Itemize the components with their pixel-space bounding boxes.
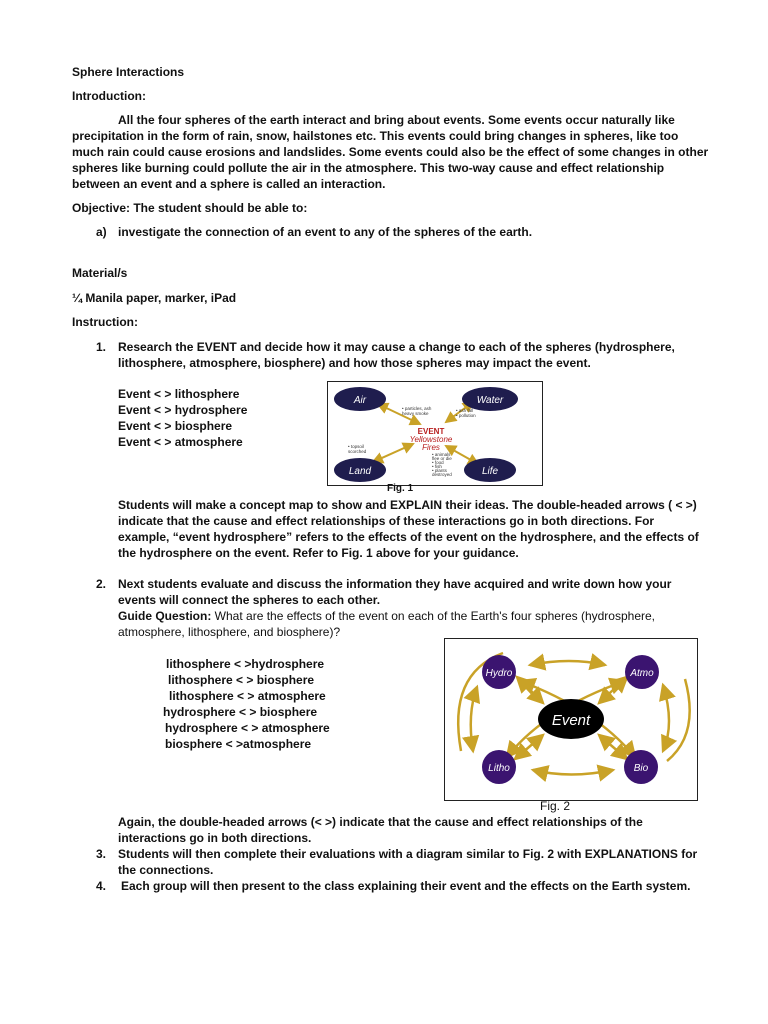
arrow-litho-hydro (471, 687, 477, 751)
arrow-hydro-atmo (530, 661, 605, 665)
explanation-line: indicate that the cause and effect relationships of these interactions go in both directions. For (118, 514, 655, 528)
explanation-line: the hydrosphere on the event. Refer to Fig. 1 above for your guidance. (118, 546, 519, 560)
fig-2-diagram (444, 638, 698, 801)
arrow-litho-event (515, 735, 543, 759)
step-3-text (118, 846, 697, 878)
objective-heading: Objective: The student should be able to: (72, 201, 308, 215)
step-3-number: 3. (96, 847, 107, 861)
arrow-litho-bio (533, 770, 613, 775)
note-life: • food (432, 460, 444, 465)
step-1-explanation (118, 497, 699, 561)
arrow-land-event (373, 444, 413, 462)
step-1-pairs (118, 386, 247, 450)
fig-2-svg (445, 639, 697, 800)
note-land: scorched (348, 449, 367, 454)
fig-1-svg (328, 382, 542, 485)
pair-item: biosphere < >atmosphere (165, 737, 312, 751)
step-2-number: 2. (96, 577, 107, 591)
objective-marker: a) (96, 225, 107, 239)
node-hydro-label: Hydro (485, 668, 513, 679)
explanation-line: example, “event hydrosphere” refers to the effects of the event on the hydrosphere, and the effects of (118, 530, 699, 544)
step-1-line: lithosphere, atmosphere, biosphere) and how those spheres may impact the event. (118, 356, 591, 370)
step-2-explanation (118, 814, 643, 846)
intro-line: precipitation in the form of rain, snow, hailstones etc. This events could bring changes in spheres, like too (72, 129, 679, 143)
intro-heading: Introduction: (72, 89, 146, 103)
intro-line: between an event and a sphere is called an interaction. (72, 177, 386, 191)
step-3-line: Students will then complete their evaluations with a diagram similar to Fig. 2 with EXPLANATIONS for (118, 847, 698, 861)
arc-atmo-bio-outer (667, 679, 690, 761)
step-2-line: events will connect the spheres to each other. (118, 593, 381, 607)
intro-line: All the four spheres of the earth interact and bring about events. Some events occur naturally like (118, 113, 675, 127)
guide-question (118, 608, 671, 624)
materials-heading: Material/s (72, 266, 128, 280)
step-2-line: Next students evaluate and discuss the information they have acquired and write down how your (118, 577, 672, 591)
pair-item: hydrosphere < > biosphere (163, 705, 318, 719)
pair-item: lithosphere < >hydrosphere (166, 657, 325, 671)
guide-question-line2: atmosphere, lithosphere, and biosphere)? (118, 625, 341, 639)
note-water: • pollution (456, 413, 476, 418)
note-land: • topsoil (348, 444, 364, 449)
pair-item: Event < > biosphere (118, 419, 233, 433)
node-land-label: Land (348, 466, 372, 477)
pair-item: hydrosphere < > atmosphere (165, 721, 330, 735)
center-event-sub1: Yellowstone (409, 435, 453, 444)
note-life: flee or die (432, 456, 452, 461)
instruction-heading: Instruction: (72, 315, 138, 329)
note-air: • particles, ash (402, 406, 432, 411)
page-title: Sphere Interactions (72, 65, 185, 79)
node-water-label: Water (476, 395, 504, 406)
step-1-number: 1. (96, 340, 107, 354)
explanation-line: Again, the double-headed arrows (< >) indicate that the cause and effect relationships of the (118, 815, 643, 829)
arrow-atmo-bio (663, 685, 669, 751)
node-air-label: Air (353, 395, 367, 406)
step-4-number: 4. (96, 879, 107, 893)
node-bio-label: Bio (633, 763, 649, 774)
center-event-title: EVENT (417, 427, 445, 436)
note-air: heavy smoke (402, 411, 429, 416)
intro-paragraph (72, 112, 712, 192)
objective-item: investigate the connection of an event to any of the spheres of the earth. (118, 225, 533, 239)
guide-question-text: What are the effects of the event on each of the Earth's four spheres (hydrosphere, (211, 609, 656, 623)
note-life: • plants (432, 468, 447, 473)
pair-item: Event < > atmosphere (118, 435, 243, 449)
fig-2-caption: Fig. 2 (540, 799, 571, 813)
center-event-sub2: Fires (422, 443, 440, 452)
step-3-line: the connections. (118, 863, 214, 877)
guide-question-label: Guide Question: (118, 609, 212, 623)
step-1-text (118, 339, 675, 371)
pair-item: lithosphere < > atmosphere (169, 689, 326, 703)
step-2-pairs (163, 656, 330, 752)
pair-item: Event < > hydrosphere (118, 403, 248, 417)
note-life: • animals (432, 452, 451, 457)
step-1-line: Research the EVENT and decide how it may cause a change to each of the spheres (hydrosphere, (118, 340, 675, 354)
step-2-text (118, 576, 671, 640)
materials-list: ¼ Manila paper, marker, iPad (72, 291, 237, 305)
fig-1-diagram (327, 381, 543, 486)
step-4-text: Each group will then present to the class explaining their event and the effects on the Earth system. (121, 879, 691, 893)
note-life: destroyed (432, 472, 452, 477)
pair-item: Event < > lithosphere (118, 387, 240, 401)
explanation-line: interactions go in both directions. (118, 831, 312, 845)
node-litho-label: Litho (488, 763, 510, 774)
note-water: • ash fall (456, 408, 474, 413)
node-event-label: Event (551, 712, 591, 729)
node-atmo-label: Atmo (630, 668, 654, 679)
node-life-label: Life (481, 466, 499, 477)
pair-item: lithosphere < > biosphere (168, 673, 315, 687)
arrow-bio-event (599, 735, 627, 759)
intro-line: much rain could cause erosions and landslides. Some events could also be the effect of some changes in other (72, 145, 709, 159)
fig-1-caption: Fig. 1 (387, 483, 414, 494)
intro-line: spheres like burning could pollute the air in the atmosphere. This two-way cause and effect relationship (72, 161, 665, 175)
note-life: • fish (432, 464, 442, 469)
explanation-line: Students will make a concept map to show and EXPLAIN their ideas. The double-headed arrows ( < >) (118, 498, 697, 512)
